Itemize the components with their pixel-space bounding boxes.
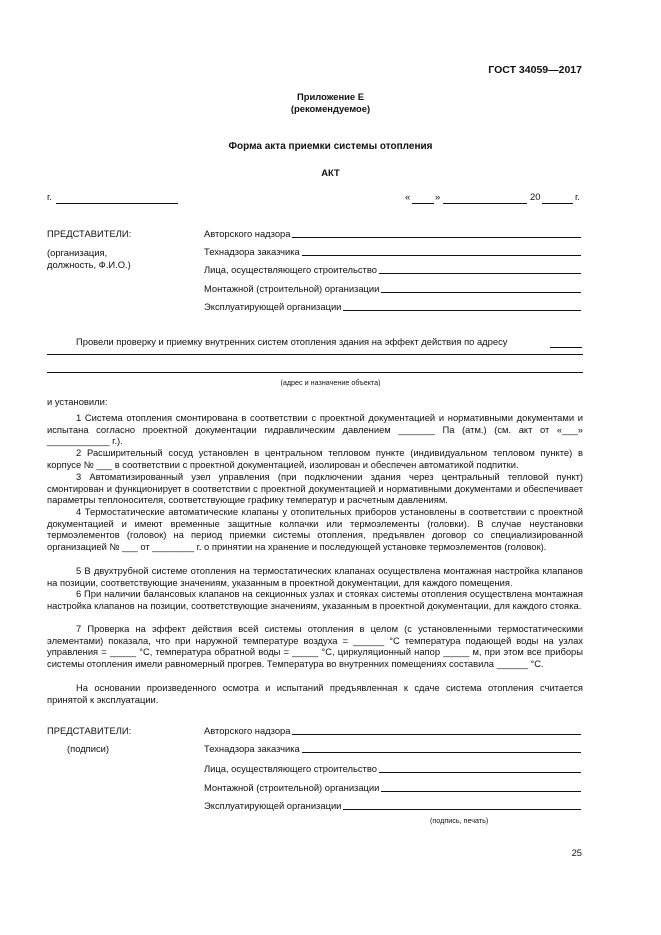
rep-row-label: Эксплуатирующей организации: [204, 301, 342, 312]
paragraph-4: 4 Термостатические автоматические клапаны у отопительных приборов установлены в соответствии с проектной документацией и имеют временные защитные колпачки или термоэлементы (головки). В случае неустановки термоэлементов (головок) на период приемки системы отопления, предъявлен договор со специализированной организацией № ___ от ________ г. о принятии на хранение и последующей установке термоэлементов (головок).: [47, 506, 583, 552]
representatives-note-line2: должность, Ф.И.О.): [47, 259, 131, 270]
paragraph-2: 2 Расширительный сосуд установлен в центральном тепловом пункте (индивидуальном тепловом пункте) в корпусе № ___ в соответствии с проектной документацией, изолирован и обеспечен автоматикой подпитки.: [47, 447, 583, 470]
rep-row-label: Технадзора заказчика: [204, 246, 300, 257]
paragraph-3: 3 Автоматизированный узел управления (при подключении здания через центральный тепловой пункт) смонтирован и функционирует в соответствии с проектной документацией и нормативными документами и обеспечивает параметры теплоносителя, соответствующие графику температур и расчетным давлениям.: [47, 471, 583, 506]
rep-row-blank[interactable]: [292, 237, 581, 238]
act-title: АКТ: [321, 167, 340, 178]
year-prefix: 20: [530, 191, 541, 202]
sign-row-author-supervision[interactable]: [204, 725, 581, 737]
date-quote-open: «: [405, 191, 411, 202]
rep-row-blank[interactable]: [379, 273, 581, 274]
paragraph-6: 6 При наличии балансовых клапанов на секционных узлах и стояках системы отопления осуществлена монтажная настройка клапанов на позиции, соответствующие значениям, указанным в проектной документации, для каждого стояка.: [47, 588, 583, 611]
sign-row-customer-supervision[interactable]: [204, 743, 581, 755]
address-blank-3[interactable]: [47, 372, 583, 373]
sign-row-blank[interactable]: [379, 772, 581, 773]
rep-row-author-supervision[interactable]: [204, 228, 581, 240]
sign-row-label: Монтажной (строительной) организации: [204, 782, 380, 793]
representatives-label-bottom: ПРЕДСТАВИТЕЛИ:: [47, 725, 132, 736]
paragraph-7: 7 Проверка на эффект действия всей системы отопления в целом (с установленными термостатическими элементами) показала, что при наружной температуре воздуха = ______ °С температура подающей воды на узлах управления = _____ °С, температура обратной воды = _____ °С, циркуляционный напор _____ м, при этом все приборы системы отопления имели равномерный прогрев. Температура во внутренних помещениях составила ______ °С.: [47, 623, 583, 669]
day-blank[interactable]: [412, 203, 434, 204]
sign-row-builder[interactable]: [204, 763, 581, 775]
rep-row-label: Монтажной (строительной) организации: [204, 283, 380, 294]
rep-row-blank[interactable]: [381, 292, 581, 293]
inspection-text: Провели проверку и приемку внутренних систем отопления здания на эффект действия по адресу: [76, 336, 508, 347]
signature-caption: (подпись, печать): [430, 816, 489, 825]
representatives-note-line1: (организация,: [47, 247, 108, 258]
sign-row-label: Авторского надзора: [204, 725, 291, 736]
appendix-subtitle: (рекомендуемое): [290, 103, 371, 114]
sign-row-blank[interactable]: [343, 809, 581, 810]
form-title: Форма акта приемки системы отопления: [228, 141, 433, 152]
sign-row-label: Эксплуатирующей организации: [204, 800, 342, 811]
city-blank[interactable]: [56, 203, 178, 204]
rep-row-installer[interactable]: [204, 283, 581, 295]
sign-row-blank[interactable]: [302, 752, 581, 753]
sign-row-operator[interactable]: [204, 800, 581, 812]
month-blank[interactable]: [443, 203, 527, 204]
rep-row-operator[interactable]: [204, 301, 581, 313]
year-suffix: г.: [575, 191, 580, 202]
sign-row-blank[interactable]: [381, 791, 581, 792]
appendix-title: Приложение Е: [297, 91, 364, 102]
address-caption: (адрес и назначение объекта): [280, 378, 381, 387]
standard-number: ГОСТ 34059—2017: [488, 64, 582, 76]
rep-row-customer-supervision[interactable]: [204, 246, 581, 258]
year-blank[interactable]: [542, 203, 573, 204]
paragraph-1: 1 Система отопления смонтирована в соответствии с проектной документацией и нормативными документами и испытана согласно проектной документации гидравлическим давлением _______ Па (атм.) (см. акт от «___» ____________ г.).: [47, 412, 583, 447]
paragraph-5: 5 В двухтрубной системе отопления на термостатических клапанах осуществлена монтажная настройка клапанов на позиции, соответствующие значениям, указанным в проектной документации, для каждого помещения.: [47, 565, 583, 588]
paragraph-conclusion: На основании произведенного осмотра и испытаний предъявленная к сдаче система отопления считается принятой к эксплуатации.: [47, 682, 583, 705]
representatives-label-top: ПРЕДСТАВИТЕЛИ:: [47, 228, 132, 239]
sign-row-label: Лица, осуществляющего строительство: [204, 763, 377, 774]
address-blank-2[interactable]: [47, 354, 583, 355]
signatures-note: (подписи): [67, 743, 110, 754]
rep-row-label: Авторского надзора: [204, 228, 291, 239]
rep-row-blank[interactable]: [343, 310, 581, 311]
sign-row-installer[interactable]: [204, 782, 581, 794]
address-blank-1[interactable]: [550, 347, 582, 348]
established-label: и установили:: [47, 396, 108, 407]
rep-row-builder[interactable]: [204, 264, 581, 276]
date-quote-close: »: [435, 191, 441, 202]
rep-row-blank[interactable]: [302, 255, 581, 256]
city-prefix: г.: [47, 191, 52, 202]
sign-row-label: Технадзора заказчика: [204, 743, 300, 754]
sign-row-blank[interactable]: [292, 734, 581, 735]
rep-row-label: Лица, осуществляющего строительство: [204, 264, 377, 275]
page-number: 25: [571, 847, 582, 858]
